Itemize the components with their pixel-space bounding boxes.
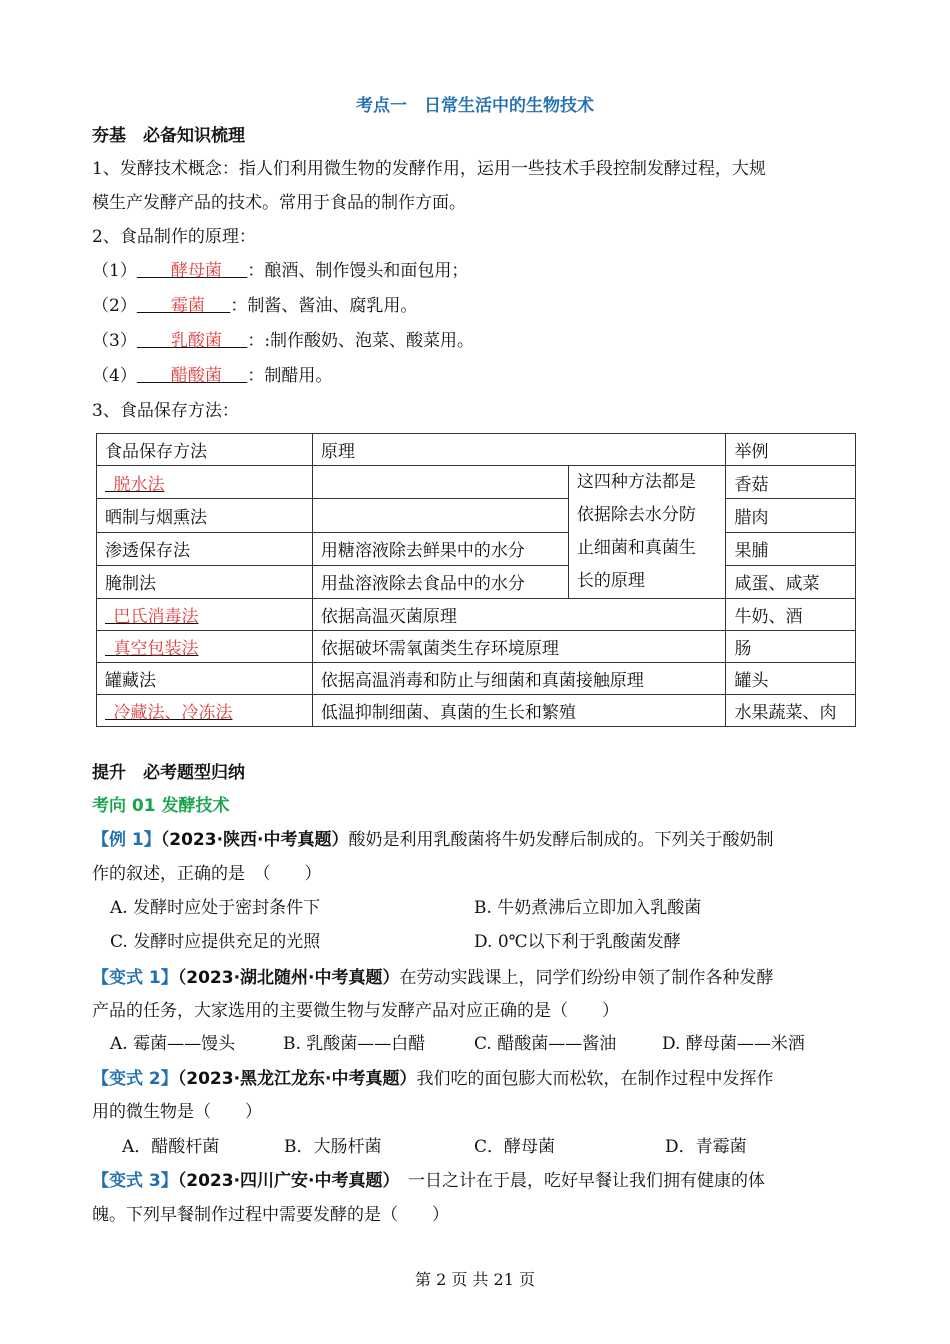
variant-tag: 【变式 1】 [92,968,178,988]
table-row [97,565,856,598]
source-label: （2023·陕西·中考真题） [160,830,349,850]
method-cell: 晒制与烟熏法 [97,499,313,532]
answer-text: 醋酸菌 [170,366,222,386]
item-number: （1） [92,261,137,281]
answer-text: 乳酸菌 [170,331,222,351]
option-c[interactable]: C. 醋酸菌——酱油 [474,1034,617,1054]
header-principle: 原理 [312,434,726,466]
method-cell: 腌制法 [97,565,313,598]
table-header-row [97,434,856,466]
answer-text: 霉菌 [170,296,205,316]
example-cell: 水果蔬菜、肉 [726,695,856,727]
paragraph-1b: 模生产发酵产品的技术。常用于食品的制作方面。 [92,193,466,213]
principle-cell: 用盐溶液除去食品中的水分 [312,565,568,598]
variant-1-question: 【变式 1】（2023·湖北随州·中考真题）在劳动实践课上，同学们纷纷申领了制作各种发酵 [92,968,774,988]
example-tag: 【例 1】 [92,830,161,850]
table-row [97,631,856,663]
option-a[interactable]: A. 发酵时应处于密封条件下 [110,898,321,918]
option-b[interactable]: B. 乳酸菌——白醋 [283,1034,426,1054]
section-advanced-heading: 提升 必考题型归纳 [92,763,245,783]
method-cell: 罐藏法 [97,663,313,695]
method-cell: 渗透保存法 [97,532,313,565]
option-a[interactable]: A．醋酸杆菌 [122,1137,220,1157]
option-b[interactable]: B. 牛奶煮沸后立即加入乳酸菌 [474,898,702,918]
table-row [97,599,856,631]
example-1-question: 【例 1】（2023·陕西·中考真题）酸奶是利用乳酸菌将牛奶发酵后制成的。下列关于酸奶制 [92,830,774,850]
direction-heading: 考向 01 发酵技术 [92,796,230,816]
example-cell: 香菇 [726,466,856,499]
item-text: ：制酱、酱油、腐乳用。 [230,296,418,316]
paragraph-2: 2、食品制作的原理： [92,227,256,247]
preservation-table [96,433,856,727]
source-label: （2023·黑龙江龙东·中考真题） [177,1069,417,1089]
principle-cell: 用糖溶液除去鲜果中的水分 [312,532,568,565]
item-text: ：:制作酸奶、泡菜、酸菜用。 [247,331,475,351]
table-row [97,695,856,727]
variant-1-question-cont: 产品的任务，大家选用的主要微生物与发酵产品对应正确的是（ ） [92,1001,619,1021]
source-label: （2023·四川广安·中考真题） [177,1171,391,1191]
option-d[interactable]: D. 0℃以下利于乳酸菌发酵 [474,932,681,952]
option-a[interactable]: A. 霉菌——馒头 [110,1034,236,1054]
option-b[interactable]: B．大肠杆菌 [284,1137,382,1157]
option-c[interactable]: C．酵母菌 [474,1137,556,1157]
variant-2-question-cont: 用的微生物是（ ） [92,1102,262,1122]
option-d[interactable]: D. 酵母菌——米酒 [662,1034,805,1054]
list-item [92,329,474,353]
item-text: ：制醋用。 [247,366,333,386]
variant-3-question-cont: 魄。下列早餐制作过程中需要发酵的是（ ） [92,1205,449,1225]
option-d[interactable]: D．青霉菌 [665,1137,747,1157]
page-title: 考点一 日常生活中的生物技术 [356,96,594,116]
example-cell: 腊肉 [726,499,856,532]
method-cell: 脱水法 [97,466,313,499]
variant-tag: 【变式 3】 [92,1171,178,1191]
principle-cell [312,466,568,499]
principle-cell: 依据破坏需氧菌类生存环境原理 [312,631,726,663]
table-row [97,532,856,565]
example-cell: 牛奶、酒 [726,599,856,631]
principle-cell: 依据高温灭菌原理 [312,599,726,631]
example-cell: 咸蛋、咸菜 [726,565,856,598]
item-number: （2） [92,296,137,316]
principle-cell: 低温抑制细菌、真菌的生长和繁殖 [312,695,726,727]
list-item [92,294,417,318]
example-cell: 肠 [726,631,856,663]
variant-3-question: 【变式 3】（2023·四川广安·中考真题） 一日之计在于晨，吃好早餐让我们拥有健康的体 [92,1171,765,1191]
variant-2-question: 【变式 2】（2023·黑龙江龙东·中考真题）我们吃的面包膨大而松软，在制作过程中发挥作 [92,1069,774,1089]
method-cell: 冷藏法、冷冻法 [97,695,313,727]
table-row [97,499,856,532]
header-method: 食品保存方法 [97,434,313,466]
example-cell: 罐头 [726,663,856,695]
table-row [97,663,856,695]
header-example: 举例 [726,434,856,466]
item-number: （4） [92,366,137,386]
paragraph-3: 3、食品保存方法： [92,401,239,421]
item-text: ：酿酒、制作馒头和面包用； [247,261,469,281]
list-item [92,259,468,283]
principle-cell [312,499,568,532]
paragraph-1a: 1、发酵技术概念：指人们利用微生物的发酵作用，运用一些技术手段控制发酵过程，大规 [92,159,766,179]
table-row [97,466,856,499]
principle-cell: 依据高温消毒和防止与细菌和真菌接触原理 [312,663,726,695]
section-basics-heading: 夯基 必备知识梳理 [92,126,245,146]
item-number: （3） [92,331,137,351]
option-c[interactable]: C. 发酵时应提供充足的光照 [110,932,321,952]
page-footer: 第 2 页 共 21 页 [415,1270,535,1289]
example-1-question-cont: 作的叙述，正确的是 （ ） [92,864,322,884]
source-label: （2023·湖北随州·中考真题） [177,968,400,988]
list-item [92,364,332,388]
variant-tag: 【变式 2】 [92,1069,178,1089]
method-cell: 真空包装法 [97,631,313,663]
answer-text: 酵母菌 [170,261,222,281]
merged-principle-cell: 这四种方法都是 依据除去水分防 止细菌和真菌生 长的原理 [568,466,726,599]
example-cell: 果脯 [726,532,856,565]
method-cell: 巴氏消毒法 [97,599,313,631]
